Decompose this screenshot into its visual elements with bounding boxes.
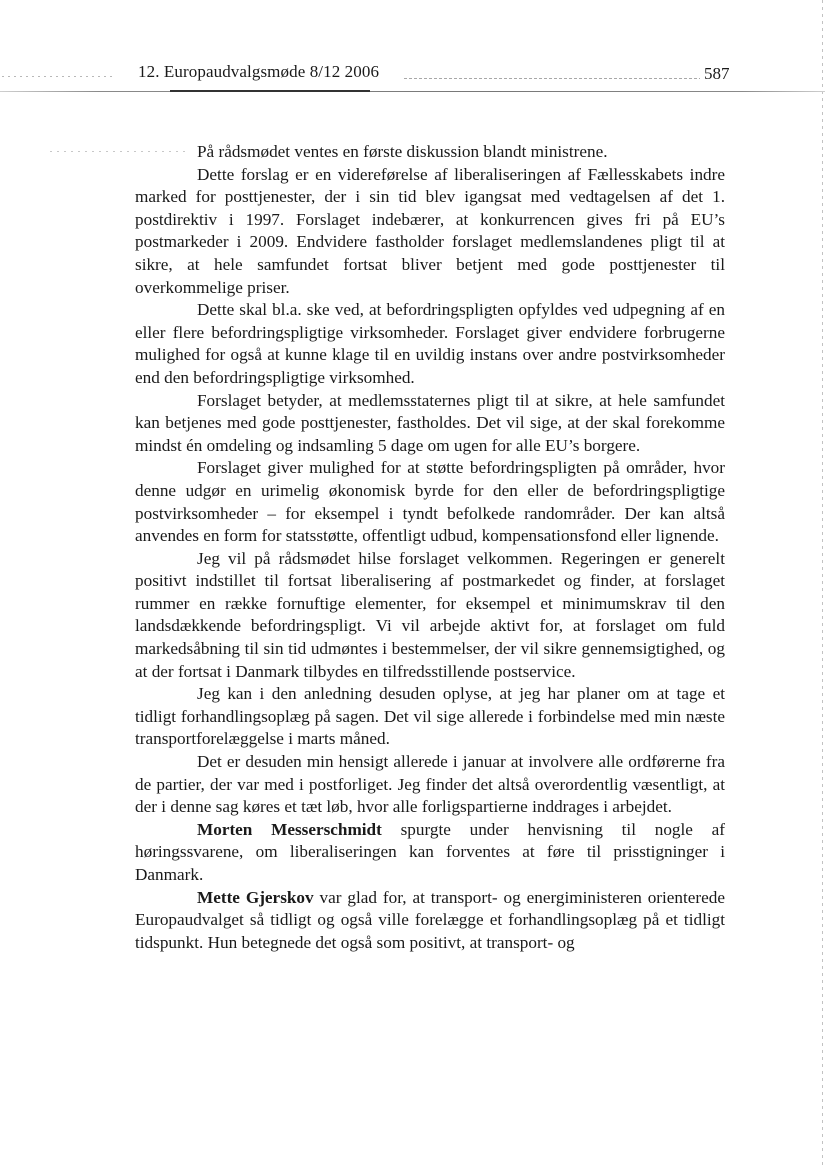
document-body: [135, 141, 725, 954]
paragraph-text: Dette forslag er en videreførelse af liberaliseringen af Fællesskabets indre marked for posttjenester, der i sin tid blev igangsat med vedtagelsen af det 1. postdirektiv i 1997. Forslaget indebærer, at konkurrencen gives fri på EU’s postmarkeder i 2009. Endvidere fastholder forslaget medlemslandenes pligt til at sikre, at hele samfundet fortsat bliver betjent med gode posttjenester til overkommelige priser.: [135, 164, 725, 297]
page-header: [0, 60, 825, 96]
paragraph: [135, 548, 725, 684]
paragraph: [135, 390, 725, 458]
paragraph: [135, 887, 725, 955]
header-dotted-leader: [404, 78, 700, 79]
header-rule-emphasis: [170, 90, 370, 92]
speaker-name: Mette Gjerskov: [197, 887, 314, 907]
paragraph-text: Dette skal bl.a. ske ved, at befordringspligten opfyldes ved udpegning af en eller flere befordringspligtige virksomheder. Forslaget giver endvidere forbrugerne mulighed for også at kunne klage til en uvildig instans over andre postvirksomheder end den befordringspligtige virksomhed.: [135, 300, 725, 387]
paragraph-text: Det er desuden min hensigt allerede i januar at involvere alle ordførerne fra de partier, der var med i postforliget. Jeg finder det altså overordentlig væsentligt, at der i denne sag køres et tæt løb, hvor alle forligspartierne inddrages i arbejdet.: [135, 752, 725, 817]
header-rule: [0, 91, 825, 92]
paragraph: [135, 683, 725, 751]
paragraph-text: Forslaget betyder, at medlemsstaternes pligt til at sikre, at hele samfundet kan betjenes med gode posttjenester, fastholdes. Det vil sige, at der skal forekomme mindst én omdeling og indsamling 5 dage om ugen for alle EU’s borgere.: [135, 390, 725, 455]
paragraph: [135, 819, 725, 887]
paragraph: [135, 751, 725, 819]
speaker-name: Morten Messerschmidt: [197, 819, 382, 839]
paragraph: [135, 141, 725, 164]
paragraph-text: Jeg kan i den anledning desuden oplyse, at jeg har planer om at tage et tidligt forhandlingsoplæg på sagen. Det vil sige allerede i forbindelse med min næste transportforelæggelse i marts måned.: [135, 684, 725, 749]
paragraph: [135, 299, 725, 389]
paragraph-text: spurgte under henvisning til nogle af høringssvarene, om liberaliseringen kan forventes at føre til prisstigninger i Danmark.: [135, 819, 726, 884]
scan-edge: [822, 0, 823, 1167]
paragraph: [135, 164, 725, 300]
paragraph-text: På rådsmødet ventes en første diskussion blandt ministrene.: [197, 142, 608, 161]
paragraph-text: Jeg vil på rådsmødet hilse forslaget velkommen. Regeringen er generelt positivt indstillet til fortsat liberalisering af postmarkedet og finder, at forslaget rummer en række fornuftige elementer, for eksempel et minimumskrav til den landsdækkende befordringspligt. Vi vil arbejde aktivt for, at forslaget om fuld markedsåbning til sin tid udmøntes i bestemmelser, der vil sikre gennemsigtighed, og at der fortsat i Danmark tilbydes en tilfredsstillende postservice.: [135, 548, 725, 681]
paragraph-text: var glad for, at transport- og energiministeren orienterede Europaudvalget så tidligt og også ville forelægge et forhandlingsoplæg på et tidligt tidspunkt. Hun betegnede det også som positivt, at transport- og: [135, 887, 725, 952]
running-title: 12. Europaudvalgsmøde 8/12 2006: [138, 62, 380, 81]
page-number: 587: [704, 64, 730, 83]
paragraph-text: Forslaget giver mulighed for at støtte befordringspligten på områder, hvor denne udgør en urimelig økonomisk byrde for den eller de befordringspligtige postvirksomheder – for eksempel i tyndt befolkede randområder. Der kan altså anvendes en form for statsstøtte, offentligt udbud, kompensationsfond eller lignende.: [135, 458, 725, 546]
paragraph: [135, 457, 725, 547]
header-dotted-leader-left: [2, 76, 112, 77]
